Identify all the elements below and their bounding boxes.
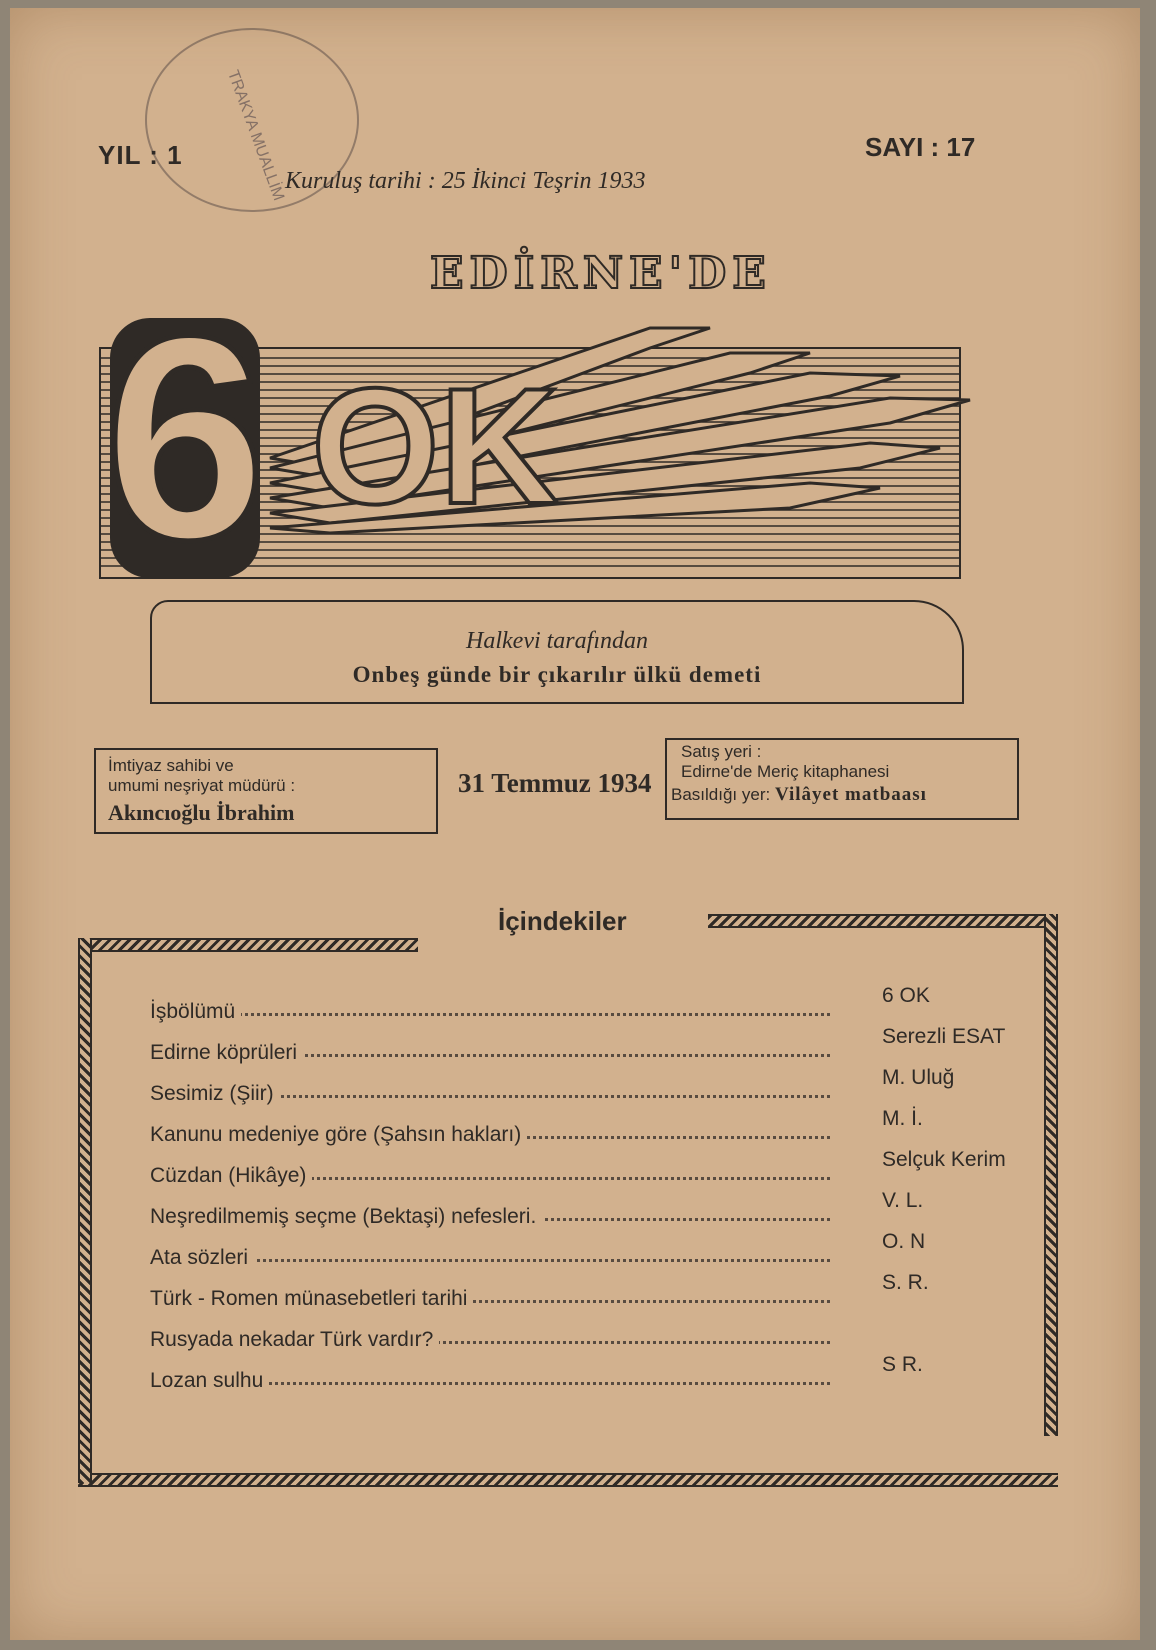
contents-item-author: Serezli ESAT xyxy=(882,1025,1006,1048)
six-ok-logo xyxy=(90,288,1020,613)
owner-name: Akıncıoğlu İbrahim xyxy=(108,800,295,825)
top-border-right xyxy=(708,914,1058,928)
logo-word: OK xyxy=(311,354,559,538)
top-border-left xyxy=(78,938,418,952)
contents-item-title: Sesimiz (Şiir) xyxy=(150,1082,280,1106)
logo-numeral: 6 xyxy=(104,288,266,600)
founding-date: Kuruluş tarihi : 25 İkinci Teşrin 1933 xyxy=(285,168,646,194)
right-border xyxy=(1044,914,1058,1436)
contents-item-title: Rusyada nekadar Türk vardır? xyxy=(150,1328,439,1352)
contents-item-title: Türk - Romen münasebetleri tarihi xyxy=(150,1287,473,1311)
owner-line-1: İmtiyaz sahibi ve xyxy=(108,756,234,775)
contents-item xyxy=(150,1189,980,1233)
contents-item-author: O. N xyxy=(882,1230,926,1253)
sales-line-3 xyxy=(671,784,927,806)
sales-line-1: Satış yeri : xyxy=(681,742,762,761)
volume-label: YIL : 1 xyxy=(98,140,183,170)
contents-item-author: S R. xyxy=(882,1353,923,1376)
contents-item-title: Lozan sulhu xyxy=(150,1369,269,1393)
stamp-text: TRAKYA MUALLİM xyxy=(224,68,288,204)
contents-item-title: Cüzdan (Hikâye) xyxy=(150,1164,312,1188)
sales-box xyxy=(665,738,1019,820)
contents-item-title: Ata sözleri xyxy=(150,1246,254,1270)
edirne-heading: EDİRNE'DE xyxy=(430,248,772,299)
contents-item xyxy=(150,984,980,1028)
contents-item xyxy=(150,1316,980,1356)
contents-title: İçindekiler xyxy=(498,906,627,936)
contents-item xyxy=(150,1066,980,1110)
issue-date: 31 Temmuz 1934 xyxy=(458,768,652,798)
contents-item xyxy=(150,1148,1006,1192)
contents-item-title: Kanunu medeniye göre (Şahsın hakları) xyxy=(150,1123,527,1147)
printed-at-value: Vilâyet matbaası xyxy=(774,784,927,805)
owner-line-2: umumi neşriyat müdürü : xyxy=(108,776,296,795)
banner-line-2: Onbeş günde bir çıkarılır ülkü demeti xyxy=(352,662,762,687)
contents-item-author: V. L. xyxy=(882,1189,924,1212)
left-border xyxy=(78,938,92,1483)
printed-at-label: Basıldığı yer: xyxy=(671,785,771,804)
contents-item-author: 6 OK xyxy=(882,984,930,1007)
contents-item xyxy=(150,1107,980,1151)
contents-item-title: Edirne köprüleri xyxy=(150,1041,303,1065)
contents-item-title: İşbölümü xyxy=(150,1000,241,1024)
contents-item-title: Neşredilmemiş seçme (Bektaşi) nefesleri. xyxy=(150,1205,542,1229)
contents-item xyxy=(150,1230,980,1274)
contents-item xyxy=(150,1353,980,1397)
contents-item-author: Selçuk Kerim xyxy=(882,1148,1006,1171)
magazine-cover xyxy=(10,8,1140,1640)
bottom-border xyxy=(78,1473,1058,1487)
sales-line-2: Edirne'de Meriç kitaphanesi xyxy=(681,762,890,781)
issue-number: SAYI : 17 xyxy=(865,132,976,162)
banner-line-1: Halkevi tarafından xyxy=(466,628,648,654)
owner-box xyxy=(94,748,438,834)
contents-box xyxy=(78,938,1058,1483)
contents-item xyxy=(150,1025,1006,1069)
subtitle-banner xyxy=(150,600,964,704)
contents-item-author: M. Uluğ xyxy=(882,1066,955,1089)
leader-dots xyxy=(150,1013,830,1016)
contents-item-author: M. İ. xyxy=(882,1107,923,1130)
contents-item-author: S. R. xyxy=(882,1271,929,1294)
contents-item xyxy=(150,1271,980,1315)
